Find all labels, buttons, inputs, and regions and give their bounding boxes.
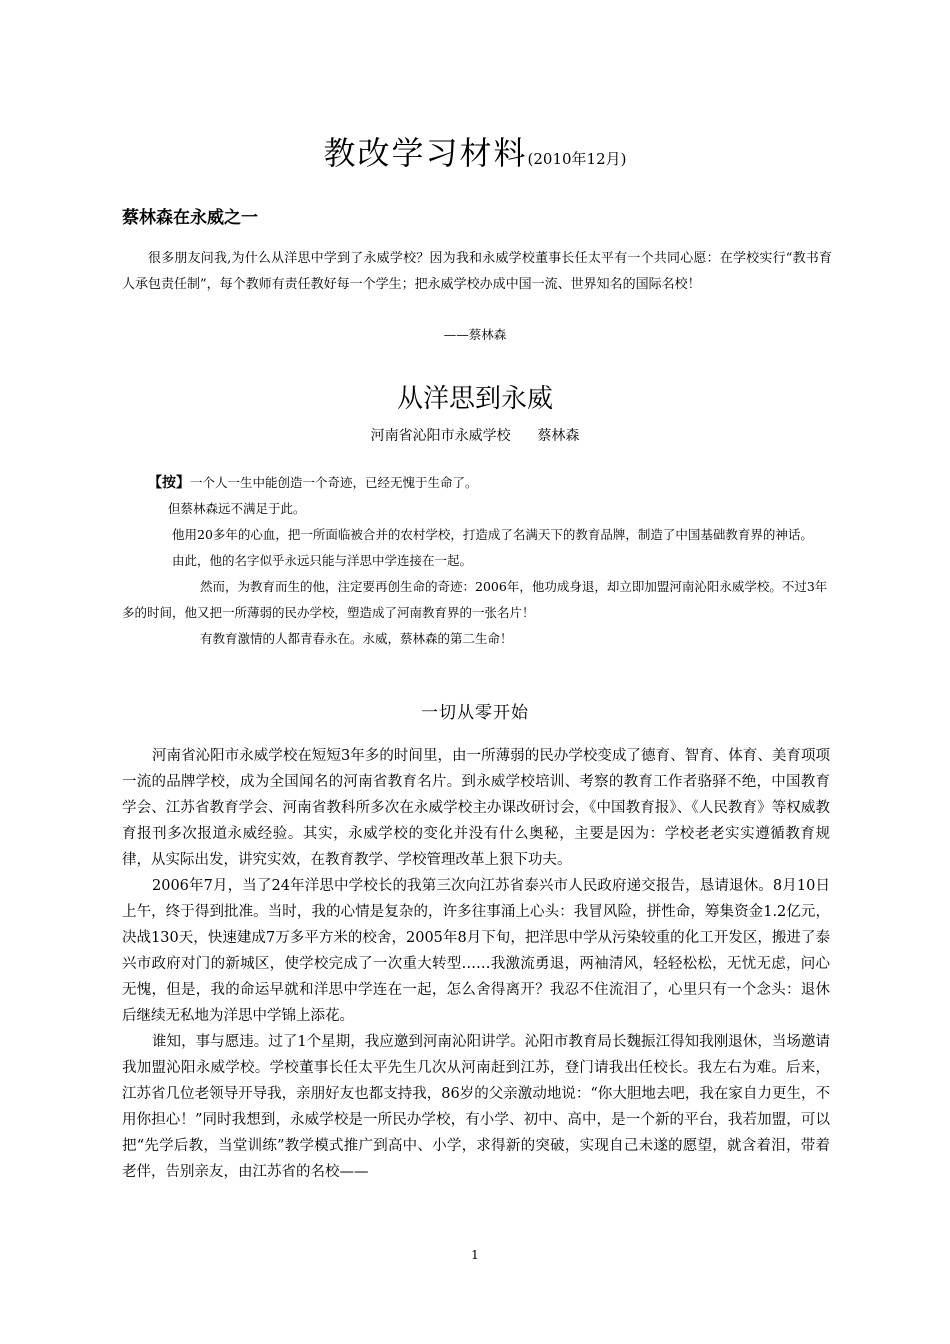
article-title: 从洋思到永威 [396,384,553,414]
document-title [0,128,950,174]
body-paragraph: 谁知，事与愿违。过了1个星期，我应邀到河南沁阳讲学。沁阳市教育局长魏振江得知我刚退休，当场邀请我加盟沁阳永威学校。学校董事长任太平先生几次从河南赶到江苏，登门请我出任校长。我左右为难。后来，江苏省几位老领导开导我，亲朋好友也都支持我，86岁的父亲激动地说：“你大胆地去吧，我在家自力更生，不用你担心！”同时我想到，永威学校是一所民办学校，有小学、初中、高中，是一个新的平台，我若加盟，可以把“先学后教，当堂训练”教学模式推广到高中、小学，求得新的突破，实现自己未遂的愿望，就含着泪，带着老伴，告别亲友，由江苏省的名校—— [122,1034,830,1180]
section-heading: 一切从零开始 [421,703,529,723]
byline-author: 蔡林森 [537,428,580,444]
section1-title: 蔡林森在永威之一 [122,208,258,228]
document-title-main: 教改学习材料 [323,134,528,172]
body-paragraph: 2006年7月，当了24年洋思中学校长的我第三次向江苏省泰兴市人民政府递交报告，恳请退休。8月10日上午，终于得到批准。当时，我的心情是复杂的，许多往事涌上心头：我冒风险，拼性命，筹集资金1.2亿元，决战130天，快速建成7万多平方米的校舍，2005年8月下旬，把洋思中学从污染较重的化工开发区，搬进了泰兴市政府对门的新城区，使学校完成了一次重大转型……我激流勇退，两袖清风，轻轻松松，无忧无虑，问心无愧，但是，我的命运早就和洋思中学连在一起，怎么舍得离开？我忍不住流泪了，心里只有一个念头：退休后继续无私地为洋思中学锦上添花。 [122,878,830,1024]
note-line-1: 【按】一个人一生中能创造一个奇迹，已经无愧于生命了。 [148,475,478,491]
note-line-4: 由此，他的名字似乎永远只能与洋思中学连接在一起。 [172,553,473,568]
page-number: 1 [471,1248,479,1262]
document-title-date: (2010年12月) [527,150,627,168]
body-paragraph: 河南省沁阳市永威学校在短短3年多的时间里，由一所薄弱的民办学校变成了德育、智育、体育、美育项项一流的品牌学校，成为全国闻名的河南省教育名片。到永威学校培训、考察的教育工作者骆驿不绝，中国教育学会、江苏省教育学会、河南省教科所多次在永威学校主办课改研讨会，《中国教育报》、《人民教育》等权威教育报刊多次报道永威经验。其实，永威学校的变化并没有什么奥秘，主要是因为：学校老老实实遵循教育规律，从实际出发，讲究实效，在教育教学、学校管理改革上狠下功夫。 [122,748,830,868]
byline [0,425,950,445]
note-line-3: 他用20多年的心血，把一所面临被合并的农村学校，打造成了名满天下的教育品牌，制造了中国基础教育界的神话。 [172,527,813,542]
body-text [122,743,830,1185]
note-line-2: 但蔡林森远不满足于此。 [168,501,306,516]
note-line-5: 然而，为教育而生的他，注定要再创生命的奇迹：2006年，他功成身退，却立即加盟河南沁阳永威学校。不过3年多的时间，他又把一所薄弱的民办学校，塑造成了河南教育界的一张名片！ [122,579,828,620]
byline-school: 河南省沁阳市永威学校 [370,428,511,444]
intro-paragraph: 很多朋友问我,为什么从洋思中学到了永威学校？因为我和永威学校董事长任太平有一个共同心愿：在学校实行“教书育人承包责任制”，每个教师有责任教好每一个学生；把永威学校办成中国一流、世界知名的国际名校！ [122,251,832,292]
intro-signoff: ——蔡林森 [443,327,507,342]
editor-note [122,470,834,652]
note-line-6: 有教育激情的人都青春永在。永威，蔡林森的第二生命！ [200,631,513,646]
note-marker: 【按】 [148,475,190,491]
